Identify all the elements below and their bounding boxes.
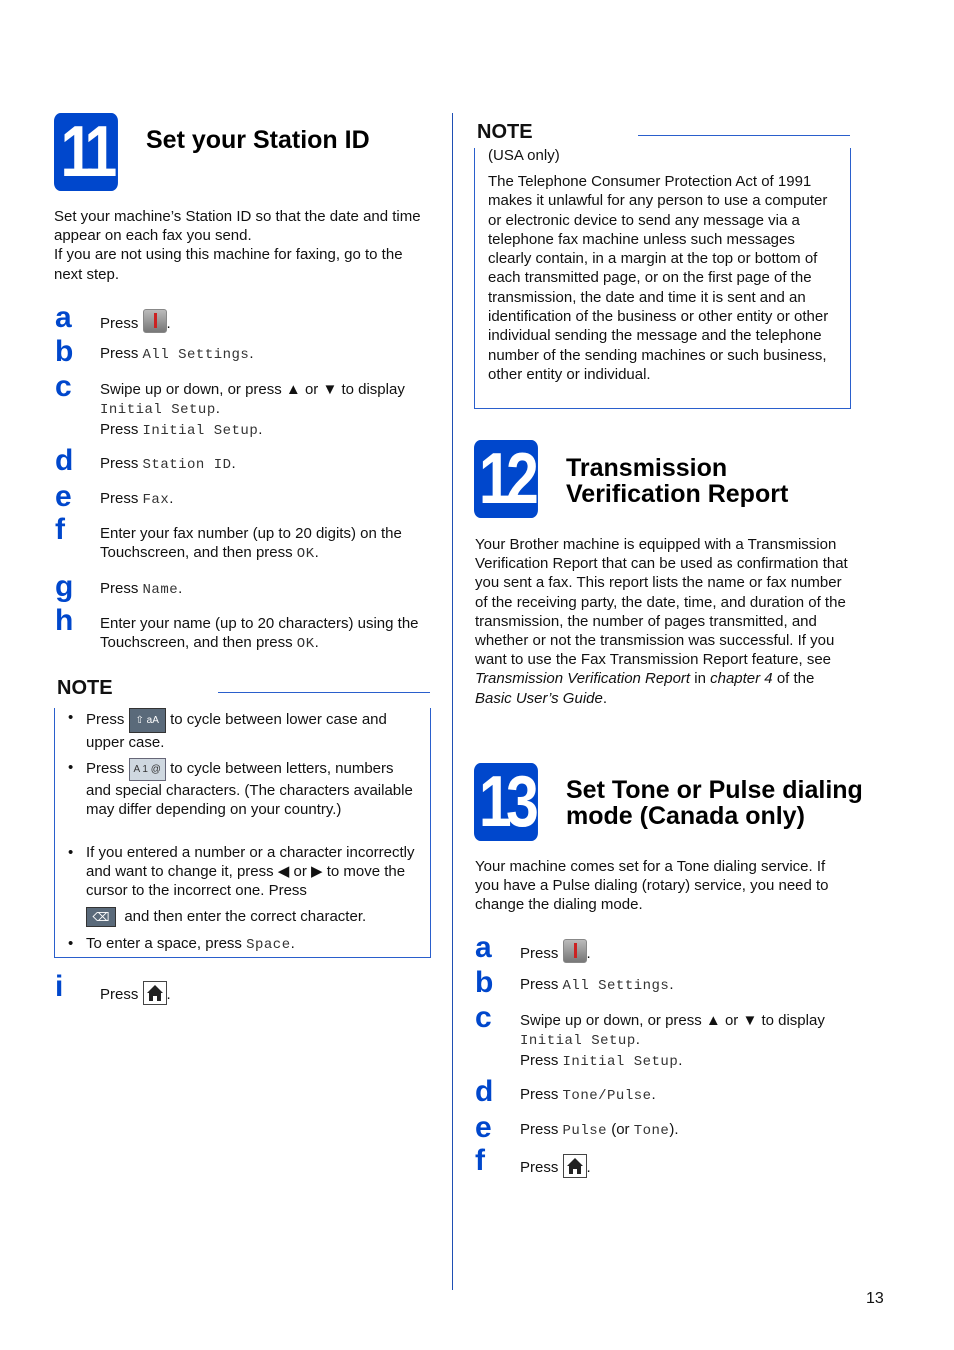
shift-case-icon: ⇧ aA <box>129 708 166 733</box>
step-11-title: Set your Station ID <box>146 126 370 154</box>
step-13f-text: Press . <box>520 1154 591 1178</box>
backspace-icon: ⌫ <box>86 907 116 927</box>
charset-toggle-icon: A 1 @ <box>129 758 166 781</box>
step-11-intro: Set your machine’s Station ID so that the date and time appear on each fax you send. If you are not using this machine for faxing, go to the next step. <box>54 208 421 283</box>
step-13b-letter: b <box>475 966 494 999</box>
settings-tools-icon <box>563 939 587 963</box>
step-11b-letter: b <box>55 335 74 368</box>
step-11i-text: Press . <box>100 981 171 1005</box>
note-bullet-space: • To enter a space, press Space. <box>86 934 418 955</box>
step-11f-letter: f <box>55 513 65 546</box>
note-top-rule <box>218 692 430 693</box>
usa-note-top-rule <box>638 135 850 136</box>
step-11c-text: Swipe up or down, or press ▲ or ▼ to display Initial Setup. Press Initial Setup. <box>100 381 405 439</box>
step-13-title: Set Tone or Pulse dialing mode (Canada only) <box>566 776 863 830</box>
step-11d-letter: d <box>55 444 74 477</box>
settings-tools-icon <box>143 309 167 333</box>
step-13f-letter: f <box>475 1144 485 1177</box>
step-11a-letter: a <box>55 301 72 334</box>
step-11h-letter: h <box>55 604 74 637</box>
usa-note-body: The Telephone Consumer Protection Act of 1991 makes it unlawful for any person to use a computer or electronic device to send any message via a telephone fax machine unless such messages clearly contain, in a margin at the top or bottom of each transmitted page, or on the first page of the transmission, the date and time it is sent and an identification of the business or other entity or other individual sending the message and the telephone number of the sending machines or such business, other entity or individual. <box>488 173 829 383</box>
step-number-12: 12 <box>474 440 538 518</box>
step-number-11: 11 <box>54 113 118 191</box>
note-bullet-case: • Press ⇧ aA to cycle between lower case and upper case. <box>86 708 418 752</box>
step-13d-text: Press Tone/Pulse. <box>520 1086 656 1104</box>
usa-note-title: NOTE <box>477 121 533 143</box>
step-11f-text: Enter your fax number (up to 20 digits) on the Touchscreen, and then press OK. <box>100 525 402 562</box>
note-title: NOTE <box>57 677 113 699</box>
step-number-13: 13 <box>474 763 538 841</box>
step-13b-text: Press All Settings. <box>520 976 674 994</box>
step-13c-text: Swipe up or down, or press ▲ or ▼ to display Initial Setup. Press Initial Setup. <box>520 1012 825 1070</box>
step-11g-text: Press Name. <box>100 580 183 598</box>
step-13e-text: Press Pulse (or Tone). <box>520 1121 679 1139</box>
step-11a-text: Press . <box>100 309 171 333</box>
usa-note-sub: (USA only) <box>488 147 560 164</box>
step-13a-letter: a <box>475 931 492 964</box>
column-divider <box>452 113 453 1290</box>
step-11i-letter: i <box>55 970 64 1003</box>
page-number: 13 <box>866 1290 884 1307</box>
step-13d-letter: d <box>475 1075 494 1108</box>
step-11e-text: Press Fax. <box>100 490 174 508</box>
step-11e-letter: e <box>55 480 72 513</box>
step-13-intro: Your machine comes set for a Tone dialing service. If you have a Pulse dialing (rotary) service, you need to change the dialing mode. <box>475 858 829 914</box>
step-11g-letter: g <box>55 570 74 603</box>
step-13e-letter: e <box>475 1111 492 1144</box>
home-icon <box>563 1154 587 1178</box>
step-12-body: Your Brother machine is equipped with a Transmission Verification Report that can be used as confirmation that you sent a fax. This report lists the name or fax number of the receiving party, the date, time, and duration of the transmission, the number of pages transmitted, and whether or not the transmission was successful. If you want to use the Fax Transmission Report feature, see Transmission Verification Report in chapter 4 of the Basic User’s Guide. <box>475 536 848 707</box>
note-bullet-correction: • If you entered a number or a character incorrectly and want to change it, press ◀ or ▶ to move the cursor to the incorrect one. Press ⌫ and then enter the correct character. <box>86 843 418 927</box>
step-13a-text: Press . <box>520 939 591 963</box>
step-12-title: Transmission Verification Report <box>566 454 789 508</box>
step-13c-letter: c <box>475 1001 492 1034</box>
note-bullet-charset: • Press A 1 @ to cycle between letters, numbers and special characters. (The characters available may differ depending on your country.) <box>86 758 418 820</box>
step-11c-letter: c <box>55 370 72 403</box>
home-icon <box>143 981 167 1005</box>
step-11b-text: Press All Settings. <box>100 345 254 363</box>
step-11h-text: Enter your name (up to 20 characters) using the Touchscreen, and then press OK. <box>100 615 419 652</box>
step-11d-text: Press Station ID. <box>100 455 236 473</box>
